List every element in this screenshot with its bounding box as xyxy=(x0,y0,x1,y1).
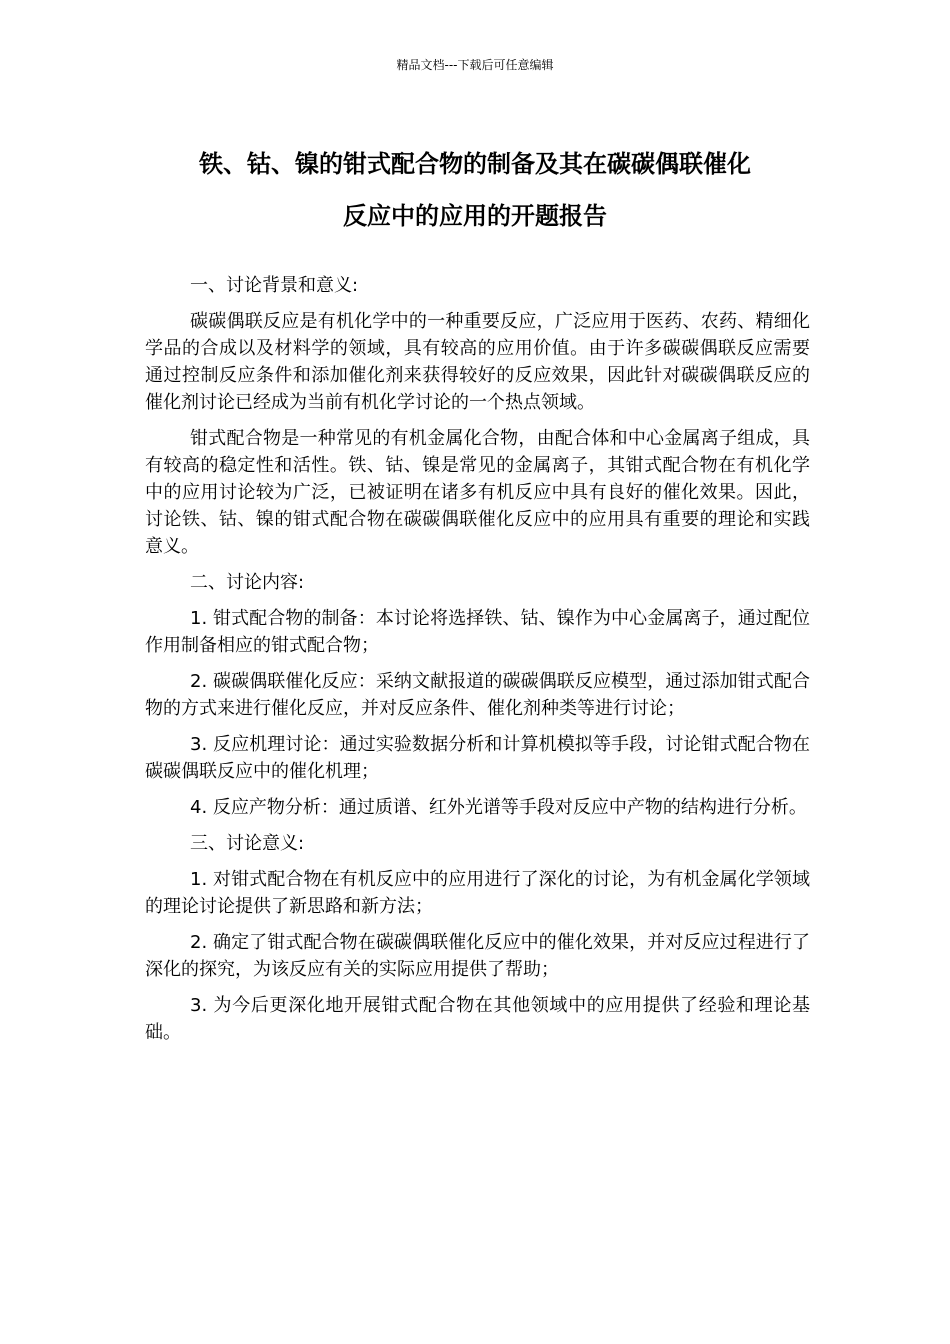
list-item-content-3: 3. 反应机理讨论：通过实验数据分析和计算机模拟等手段，讨论钳式配合物在碳碳偶联反应中的催化机理； xyxy=(145,734,810,782)
paragraph-background-2: 钳式配合物是一种常见的有机金属化合物，由配合体和中心金属离子组成，具有较高的稳定性和活性。铁、钴、镍是常见的金属离子，其钳式配合物在有机化学中的应用讨论较为广泛，已被证明在诸多有机反应中具有良好的催化效果。因此，讨论铁、钴、镍的钳式配合物在碳碳偶联催化反应中的应用具有重要的理论和实践意义。 xyxy=(145,428,810,557)
title-line-1: 铁、钴、镍的钳式配合物的制备及其在碳碳偶联催化 xyxy=(199,150,751,178)
list-item-content-4: 4. 反应产物分析：通过质谱、红外光谱等手段对反应中产物的结构进行分析。 xyxy=(190,797,807,818)
list-item-significance-2: 2. 确定了钳式配合物在碳碳偶联催化反应中的催化效果，并对反应过程进行了深化的探究，为该反应有关的实际应用提供了帮助； xyxy=(145,932,810,980)
section-heading-background: 一、讨论背景和意义: xyxy=(190,275,359,296)
paragraph-background-1: 碳碳偶联反应是有机化学中的一种重要反应，广泛应用于医药、农药、精细化学品的合成以及材料学的领域，具有较高的应用价值。由于许多碳碳偶联反应需要通过控制反应条件和添加催化剂来获得较好的反应效果，因此针对碳碳偶联反应的催化剂讨论已经成为当前有机化学讨论的一个热点领域。 xyxy=(145,311,810,413)
list-item-content-2: 2. 碳碳偶联催化反应：采纳文献报道的碳碳偶联反应模型，通过添加钳式配合物的方式来进行催化反应，并对反应条件、催化剂种类等进行讨论； xyxy=(145,671,810,719)
section-heading-significance: 三、讨论意义: xyxy=(190,833,305,854)
document-title xyxy=(120,138,830,242)
document-body xyxy=(145,272,810,1055)
list-item-content-1: 1. 钳式配合物的制备：本讨论将选择铁、钴、镍作为中心金属离子，通过配位作用制备相应的钳式配合物； xyxy=(145,608,810,656)
list-item-significance-3: 3. 为今后更深化地开展钳式配合物在其他领域中的应用提供了经验和理论基础。 xyxy=(145,995,810,1043)
list-item-significance-1: 1. 对钳式配合物在有机反应中的应用进行了深化的讨论，为有机金属化学领域的理论讨论提供了新思路和新方法； xyxy=(145,869,810,917)
page-header-watermark: 精品文档---下载后可任意编辑 xyxy=(396,58,554,72)
title-line-2: 反应中的应用的开题报告 xyxy=(343,202,607,230)
section-heading-content: 二、讨论内容: xyxy=(190,572,305,593)
